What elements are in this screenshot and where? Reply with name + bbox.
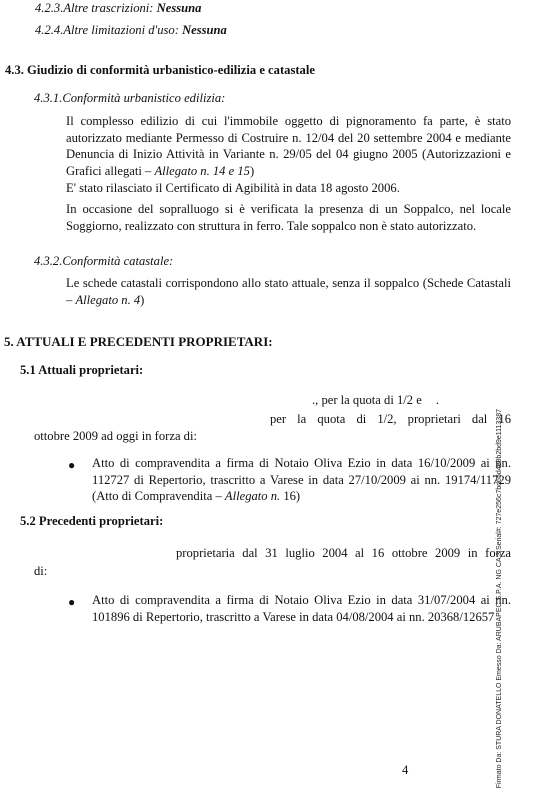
paragraph-text: Le schede catastali corrispondono allo stato attuale, senza il soppalco (Schede Catastali –	[66, 276, 511, 307]
section-number: 4.3.1.	[34, 91, 63, 105]
section-4-3-heading: 4.3. Giudizio di conformità urbanistico-edilizia e catastale	[5, 63, 315, 77]
previous-owner-line-2: di:	[34, 564, 48, 578]
paragraph-text: Il complesso edilizio di cui l'immobile oggetto di pignoramento fa parte, è stato autorizzato mediante Permesso di Costruire n. 12/04 del 20 settembre 2004 e mediante Denuncia di Inizio Attività in Variante n. 29/05 del 04 giugno 2005 (Autorizzazioni e Grafici allegati –	[66, 114, 511, 178]
page-number: 4	[402, 763, 409, 777]
previous-owner-line-1: proprietaria dal 31 luglio 2004 al 16 ottobre 2009 in forza	[176, 546, 511, 560]
bullet-icon: ●	[68, 595, 76, 609]
owners-text: .	[435, 393, 439, 407]
section-5-1-heading: 5.1 Attuali proprietari:	[20, 363, 144, 377]
section-5-2-heading: 5.2 Precedenti proprietari:	[20, 514, 164, 528]
section-number: 4.3.2.	[34, 254, 63, 268]
owners-text: ., per la quota di 1/2 e	[312, 393, 422, 407]
section-title: Conformità catastale:	[62, 254, 174, 268]
section-value: Nessuna	[182, 23, 227, 37]
owners-line-3: ottobre 2009 ad oggi in forza di:	[34, 429, 197, 443]
list-item-deed-2009	[92, 455, 511, 505]
owners-line-1	[312, 392, 439, 409]
paragraph-permits	[66, 113, 511, 179]
paragraph-text: )	[140, 292, 145, 307]
section-number: 4.2.4.	[35, 23, 64, 37]
section-4-2-4	[35, 22, 227, 39]
attachment-ref: Allegato n. 4	[75, 292, 141, 307]
list-item-text: 16)	[280, 489, 301, 503]
list-item-deed-2004: Atto di compravendita a firma di Notaio Oliva Ezio in data 31/07/2004 ai nn. 101896 di Repertorio, trascritto a Varese in data 04/08/2004 ai nn. 20368/12657	[92, 593, 511, 624]
attachment-ref: Allegato n. 14 e 15	[154, 163, 250, 178]
paragraph-agibilita: E' stato rilasciato il Certificato di Agibilità in data 18 agosto 2006.	[66, 181, 400, 195]
section-5-heading: 5. ATTUALI E PRECEDENTI PROPRIETARI:	[4, 334, 273, 349]
section-number: 4.2.3.	[35, 1, 64, 15]
digital-signature-strip: Firmato Da: STURA DONATELLO Emesso Da: ARUBAPEC S.P.A. NG CA 3 Serial#: 727e256c7bd65d4e8b2bd9e1113387	[495, 409, 503, 789]
bullet-icon: ●	[68, 458, 76, 472]
section-label: Altre trascrizioni:	[63, 1, 157, 15]
section-title: Conformità urbanistico edilizia:	[62, 91, 226, 105]
paragraph-soppalco: In occasione del sopralluogo si è verificata la presenza di un Soppalco, nel locale Soggiorno, realizzato con struttura in ferro. Tale soppalco non è stato autorizzato.	[66, 202, 511, 233]
paragraph-text: )	[249, 163, 255, 178]
section-4-3-1-heading	[34, 90, 225, 107]
owners-line-2: per la quota di 1/2, proprietari dal 16	[270, 412, 511, 426]
section-4-3-2-heading	[34, 253, 173, 270]
attachment-ref: Allegato n.	[224, 489, 281, 503]
section-label: Altre limitazioni d'uso:	[63, 23, 183, 37]
paragraph-catastale	[66, 275, 511, 308]
section-4-2-3	[35, 0, 201, 17]
list-item-text: Atto di compravendita a firma di Notaio Oliva Ezio in data 16/10/2009 ai nn. 112727 di Repertorio, trascritto a Varese in data 27/10/2009 ai nn. 19174/11729 (Atto di Compravendita –	[92, 456, 511, 503]
section-value: Nessuna	[156, 1, 202, 15]
